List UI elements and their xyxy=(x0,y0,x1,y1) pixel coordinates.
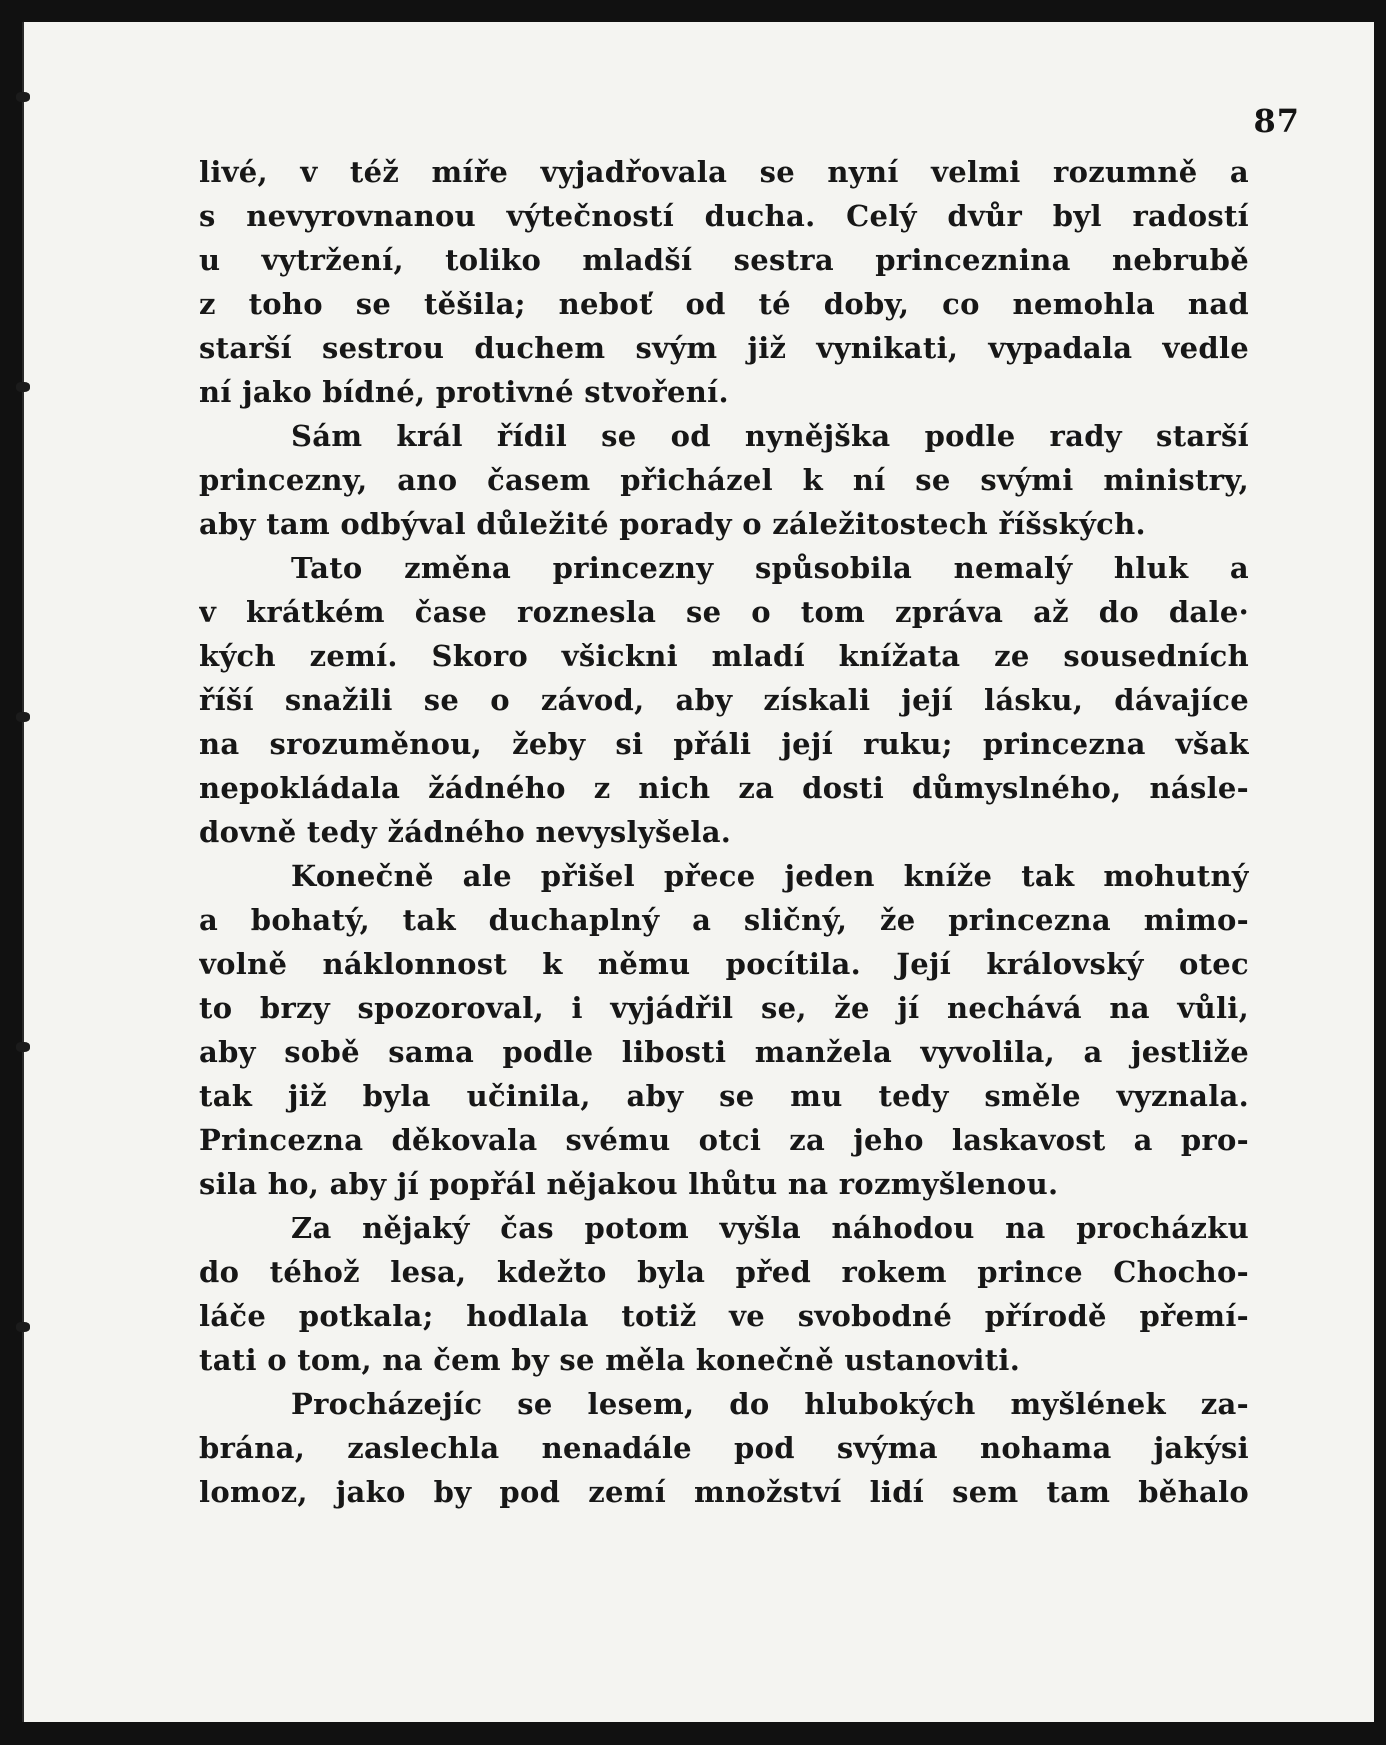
text-line: tati o tom, na čem by se měla konečně ustanoviti. xyxy=(199,1343,1021,1377)
text-line: říší snažili se o závod, aby získali její lásku, dávajíce xyxy=(199,683,1249,717)
binding-thread-mark xyxy=(16,1042,30,1052)
binding-thread-mark xyxy=(16,92,30,102)
text-line: kých zemí. Skoro všickni mladí knížata ze sousedních xyxy=(199,639,1249,673)
text-line: aby sobě sama podle libosti manžela vyvolila, a jestliže xyxy=(199,1035,1249,1069)
text-line: tak již byla učinila, aby se mu tedy směle vyznala. xyxy=(199,1079,1249,1113)
paragraph-start-line: Procházejíc se lesem, do hlubokých myšlének za- xyxy=(291,1387,1249,1421)
paragraph-start-line: Tato změna princezny spůsobila nemalý hluk a xyxy=(291,551,1249,585)
text-line: volně náklonnost k němu pocítila. Její královský otec xyxy=(199,947,1249,981)
text-line: aby tam odbýval důležité porady o záležitostech říšských. xyxy=(199,507,1146,541)
text-line: láče potkala; hodlala totiž ve svobodné přírodě přemí- xyxy=(199,1299,1249,1333)
text-line: u vytržení, toliko mladší sestra princeznina nebrubě xyxy=(199,243,1249,277)
binding-thread-mark xyxy=(16,382,30,392)
text-line: princezny, ano časem přicházel k ní se svými ministry, xyxy=(199,463,1249,497)
text-line: a bohatý, tak duchaplný a sličný, že princezna mimo- xyxy=(199,903,1249,937)
body-text xyxy=(199,150,1249,1514)
text-line: brána, zaslechla nenadále pod svýma nohama jakýsi xyxy=(199,1431,1249,1465)
text-line: dovně tedy žádného nevyslyšela. xyxy=(199,815,732,849)
page-number: 87 xyxy=(1253,102,1300,140)
text-line: Princezna děkovala svému otci za jeho laskavost a pro- xyxy=(199,1123,1249,1157)
binding-thread-mark xyxy=(16,712,30,722)
text-line: to brzy spozoroval, i vyjádřil se, že jí nechává na vůli, xyxy=(199,991,1249,1025)
text-line: s nevyrovnanou výtečností ducha. Celý dvůr byl radostí xyxy=(199,199,1249,233)
text-line: nepokládala žádného z nich za dosti důmyslného, násle- xyxy=(199,771,1249,805)
text-line: v krátkém čase roznesla se o tom zpráva až do dale· xyxy=(199,595,1249,629)
text-line: z toho se těšila; neboť od té doby, co nemohla nad xyxy=(199,287,1249,321)
page-binding-edge xyxy=(22,22,24,1722)
binding-thread-mark xyxy=(16,1322,30,1332)
text-line: na srozuměnou, žeby si přáli její ruku; princezna však xyxy=(199,727,1249,761)
text-line: livé, v též míře vyjadřovala se nyní velmi rozumně a xyxy=(199,155,1249,189)
paragraph-start-line: Sám král řídil se od nynějška podle rady starší xyxy=(291,419,1249,453)
text-line: lomoz, jako by pod zemí množství lidí sem tam běhalo xyxy=(199,1475,1249,1509)
text-line: do téhož lesa, kdežto byla před rokem prince Chocho- xyxy=(199,1255,1249,1289)
paragraph-start-line: Konečně ale přišel přece jeden kníže tak mohutný xyxy=(291,859,1249,893)
text-line: ní jako bídné, protivné stvoření. xyxy=(199,375,729,409)
text-line: starší sestrou duchem svým již vynikati, vypadala vedle xyxy=(199,331,1249,365)
text-line: sila ho, aby jí popřál nějakou lhůtu na rozmyšlenou. xyxy=(199,1167,1059,1201)
paragraph-start-line: Za nějaký čas potom vyšla náhodou na procházku xyxy=(291,1211,1249,1245)
